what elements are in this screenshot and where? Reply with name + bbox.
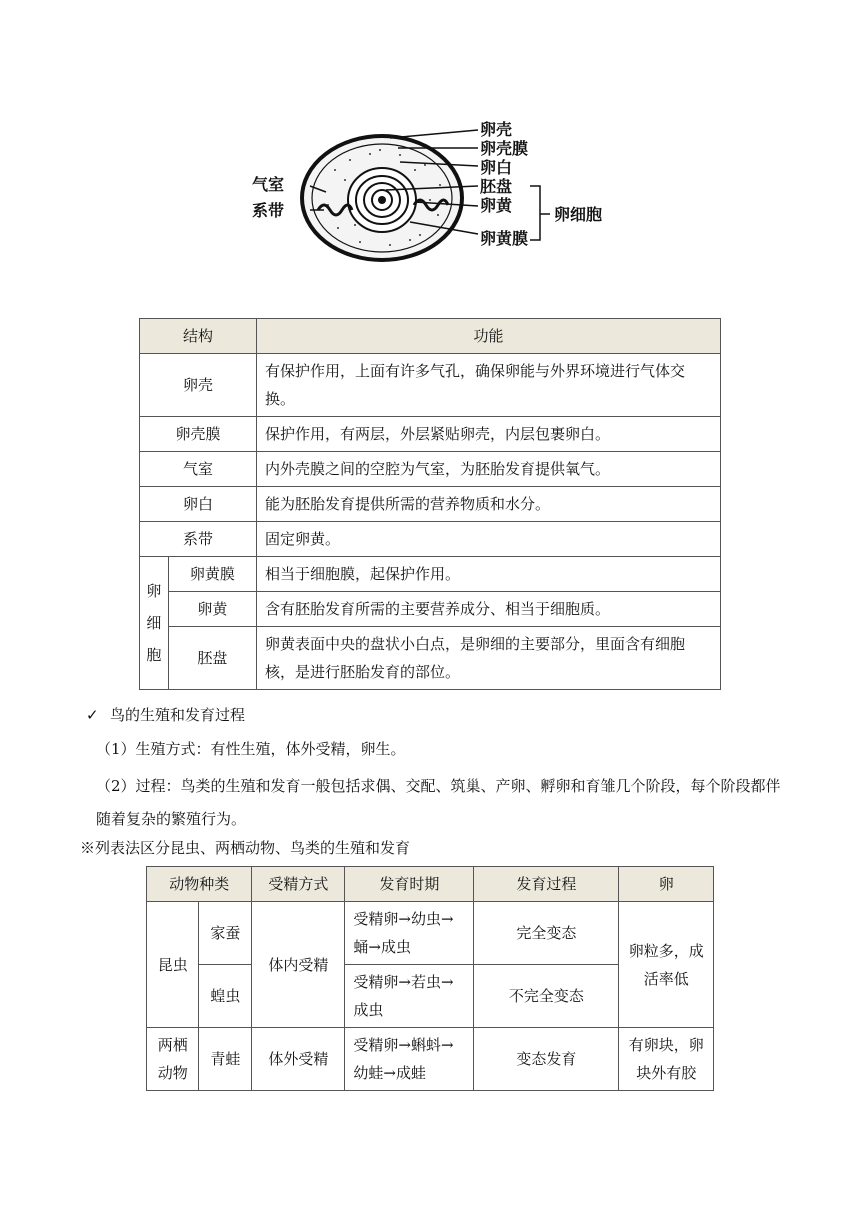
paragraph-process: （2）过程：鸟类的生殖和发育一般包括求偶、交配、筑巢、产卵、孵卵和育雏几个阶段，每个阶段都伴随着复杂的繁殖行为。 bbox=[96, 777, 781, 828]
table-row bbox=[140, 557, 721, 592]
label-shell: 卵壳 bbox=[480, 120, 513, 139]
egg-illustration bbox=[302, 136, 462, 260]
cell-process: 不完全变态 bbox=[474, 965, 619, 1028]
table-row bbox=[140, 354, 721, 417]
table-row bbox=[147, 902, 714, 965]
table-row bbox=[140, 592, 721, 627]
cell-function: 能为胚胎发育提供所需的营养物质和水分。 bbox=[257, 487, 721, 522]
table-row bbox=[140, 627, 721, 690]
cell-structure: 卵黄 bbox=[168, 592, 256, 627]
paragraph-reproduction-mode: （1）生殖方式：有性生殖，体外受精，卵生。 bbox=[96, 740, 406, 758]
table-row bbox=[140, 522, 721, 557]
egg-structure-diagram bbox=[240, 110, 620, 270]
cell-function: 保护作用，有两层，外层紧贴卵壳，内层包裹卵白。 bbox=[257, 417, 721, 452]
header-animal-type: 动物种类 bbox=[147, 867, 252, 902]
cell-group-egg-cell bbox=[140, 557, 169, 690]
section-heading: 鸟的生殖和发育过程 bbox=[110, 706, 246, 724]
cell-function: 卵黄表面中央的盘状小白点，是卵细的主要部分，里面含有细胞核，是进行胚胎发育的部位。 bbox=[257, 627, 721, 690]
table-row bbox=[147, 1028, 714, 1091]
header-process: 发育过程 bbox=[474, 867, 619, 902]
cell-group-insect: 昆虫 bbox=[147, 902, 199, 1028]
cell-process: 完全变态 bbox=[474, 902, 619, 965]
cell-egg: 卵粒多，成活率低 bbox=[619, 902, 714, 1028]
cell-function: 有保护作用，上面有许多气孔，确保卵能与外界环境进行气体交换。 bbox=[257, 354, 721, 417]
header-structure: 结构 bbox=[140, 319, 257, 354]
cell-structure: 卵黄膜 bbox=[168, 557, 256, 592]
label-albumen: 卵白 bbox=[480, 158, 513, 177]
table-row bbox=[140, 417, 721, 452]
reproduction-comparison-table bbox=[146, 866, 714, 1091]
label-yolk: 卵黄 bbox=[480, 196, 513, 215]
label-germinal-disc: 胚盘 bbox=[480, 177, 513, 196]
label-air-cell: 气室 bbox=[252, 175, 285, 194]
header-period: 发育时期 bbox=[345, 867, 474, 902]
cell-period: 受精卵→幼虫→蛹→成虫 bbox=[345, 902, 474, 965]
check-icon: ✓ bbox=[86, 706, 99, 724]
cell-function: 含有胚胎发育所需的主要营养成分、相当于细胞质。 bbox=[257, 592, 721, 627]
header-fertilization: 受精方式 bbox=[252, 867, 345, 902]
paragraph-comparison-intro: ※列表法区分昆虫、两栖动物、鸟类的生殖和发育 bbox=[80, 839, 411, 857]
cell-period: 受精卵→若虫→成虫 bbox=[345, 965, 474, 1028]
table-row bbox=[140, 452, 721, 487]
cell-structure: 气室 bbox=[140, 452, 257, 487]
table-header-row bbox=[147, 867, 714, 902]
label-shell-membrane: 卵壳膜 bbox=[480, 139, 529, 158]
header-egg: 卵 bbox=[619, 867, 714, 902]
cell-structure: 卵壳 bbox=[140, 354, 257, 417]
label-chalaza: 系带 bbox=[252, 201, 285, 220]
cell-function: 相当于细胞膜，起保护作用。 bbox=[257, 557, 721, 592]
cell-structure: 卵白 bbox=[140, 487, 257, 522]
cell-period: 受精卵→蝌蚪→幼蛙→成蛙 bbox=[345, 1028, 474, 1091]
cell-group-amphibian: 两栖动物 bbox=[147, 1028, 199, 1091]
table-row bbox=[140, 487, 721, 522]
group-label: 卵细胞 bbox=[146, 582, 162, 664]
label-yolk-membrane: 卵黄膜 bbox=[480, 229, 529, 248]
cell-egg: 有卵块，卵块外有胶 bbox=[619, 1028, 714, 1091]
cell-structure: 卵壳膜 bbox=[140, 417, 257, 452]
label-egg-cell: 卵细胞 bbox=[554, 205, 603, 224]
cell-process: 变态发育 bbox=[474, 1028, 619, 1091]
cell-structure: 系带 bbox=[140, 522, 257, 557]
table-header-row bbox=[140, 319, 721, 354]
cell-function: 固定卵黄。 bbox=[257, 522, 721, 557]
cell-fertilization: 体外受精 bbox=[252, 1028, 345, 1091]
cell-function: 内外壳膜之间的空腔为气室，为胚胎发育提供氧气。 bbox=[257, 452, 721, 487]
cell-structure: 胚盘 bbox=[168, 627, 256, 690]
egg-structure-table bbox=[139, 318, 721, 690]
header-function: 功能 bbox=[257, 319, 721, 354]
cell-fertilization: 体内受精 bbox=[252, 902, 345, 1028]
cell-animal: 家蚕 bbox=[199, 902, 252, 965]
cell-animal: 蝗虫 bbox=[199, 965, 252, 1028]
cell-animal: 青蛙 bbox=[199, 1028, 252, 1091]
